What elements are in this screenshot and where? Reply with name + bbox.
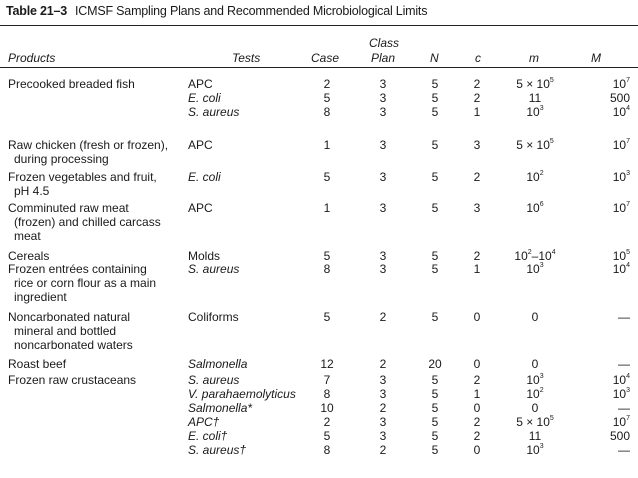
cell-class-plan: 2 <box>379 357 387 371</box>
m-exponent: 3 <box>539 262 544 269</box>
cell-test: Coliforms <box>188 310 239 324</box>
M-value: 10 <box>612 170 627 184</box>
M-value: 10 <box>612 77 627 91</box>
cell-class-plan: 3 <box>379 138 387 152</box>
cell-class-plan: 2 <box>379 310 387 324</box>
cell-n: 5 <box>431 373 439 387</box>
M-value: 10 <box>612 138 627 152</box>
cell-m <box>490 430 580 442</box>
table-number: Table 21–3 <box>6 4 68 18</box>
header-c: c <box>475 51 481 65</box>
m-value: 10 <box>526 105 540 119</box>
cell-M <box>570 263 630 275</box>
cell-n: 5 <box>431 77 439 91</box>
cell-case: 7 <box>323 373 331 387</box>
product-name-line: Cereals <box>8 249 50 263</box>
M-value: — <box>618 357 630 371</box>
cell-c: 0 <box>473 443 481 457</box>
header-plan: Plan <box>371 51 396 65</box>
cell-class-plan: 3 <box>379 415 387 429</box>
cell-M <box>570 139 630 151</box>
M-exponent: 4 <box>626 105 630 112</box>
cell-c: 2 <box>473 91 481 105</box>
header-class: Class <box>369 36 400 50</box>
cell-M <box>570 106 630 118</box>
product-name-line: meat <box>14 229 41 243</box>
cell-case: 1 <box>323 138 331 152</box>
m-range-upper: –10 <box>531 249 552 263</box>
cell-m <box>490 444 580 456</box>
cell-M <box>570 78 630 90</box>
cell-c: 3 <box>473 138 481 152</box>
M-value: 10 <box>612 105 627 119</box>
cell-M <box>570 92 630 104</box>
M-value: 10 <box>612 262 627 276</box>
cell-case: 5 <box>323 170 331 184</box>
product-name-line: during processing <box>14 152 109 166</box>
cell-case: 1 <box>323 201 331 215</box>
cell-M <box>570 250 630 262</box>
cell-M <box>570 171 630 183</box>
cell-m <box>490 374 580 386</box>
m-exponent: 3 <box>539 443 544 450</box>
m-value: 5 × 10 <box>516 138 550 152</box>
cell-M <box>570 358 630 370</box>
m-value: 0 <box>531 357 539 371</box>
m-value: 10 <box>526 262 540 276</box>
cell-c: 2 <box>473 415 481 429</box>
product-name-line: Noncarbonated natural <box>8 310 131 324</box>
cell-c: 2 <box>473 249 481 263</box>
cell-case: 8 <box>323 443 331 457</box>
m-exponent: 6 <box>539 201 544 208</box>
product-name-line: Comminuted raw meat <box>8 201 129 215</box>
m-value: 0 <box>531 401 539 415</box>
cell-test: E. coli† <box>188 429 228 443</box>
M-value: 10 <box>612 373 627 387</box>
cell-M <box>570 388 630 400</box>
cell-n: 5 <box>431 262 439 276</box>
cell-M <box>570 202 630 214</box>
cell-c: 0 <box>473 357 481 371</box>
M-value: 10 <box>612 249 627 263</box>
m-value: 11 <box>528 429 542 443</box>
cell-c: 2 <box>473 77 481 91</box>
cell-class-plan: 3 <box>379 262 387 276</box>
m-exponent: 5 <box>549 77 554 84</box>
cell-case: 5 <box>323 249 331 263</box>
cell-case: 8 <box>323 262 331 276</box>
cell-n: 5 <box>431 415 439 429</box>
header-rule <box>0 67 638 68</box>
cell-m <box>490 106 580 118</box>
cell-M <box>570 444 630 456</box>
m-exponent: 3 <box>539 105 544 112</box>
m-exponent: 2 <box>539 170 544 177</box>
cell-n: 5 <box>431 201 439 215</box>
M-value: 500 <box>609 91 630 105</box>
m-value: 5 × 10 <box>516 415 550 429</box>
table-caption: ICMSF Sampling Plans and Recommended Microbiological Limits <box>75 4 428 18</box>
cell-c: 1 <box>473 387 481 401</box>
cell-class-plan: 3 <box>379 387 387 401</box>
m-value: 5 × 10 <box>516 77 550 91</box>
cell-class-plan: 2 <box>379 443 387 457</box>
cell-case: 12 <box>320 357 334 371</box>
table-title <box>6 4 427 18</box>
cell-n: 5 <box>431 443 439 457</box>
product-name-line: pH 4.5 <box>14 184 50 198</box>
cell-c: 1 <box>473 105 481 119</box>
header-case: Case <box>311 51 340 65</box>
cell-n: 5 <box>431 310 439 324</box>
cell-class-plan: 3 <box>379 373 387 387</box>
cell-class-plan: 3 <box>379 201 387 215</box>
header-n: N <box>430 51 439 65</box>
product-name-line: (frozen) and chilled carcass <box>14 215 161 229</box>
cell-m <box>490 402 580 414</box>
M-exponent: 4 <box>626 262 630 269</box>
M-value: 10 <box>612 201 627 215</box>
cell-test: APC† <box>188 415 220 429</box>
product-name-line: Roast beef <box>8 357 67 371</box>
m-exponent-2: 4 <box>551 249 556 256</box>
product-name-line: ingredient <box>14 290 67 304</box>
m-exponent: 2 <box>527 249 532 256</box>
header-tests: Tests <box>232 51 261 65</box>
M-exponent: 7 <box>626 138 630 145</box>
cell-n: 20 <box>428 357 442 371</box>
product-name-line: Frozen entrées containing <box>8 262 147 276</box>
cell-c: 1 <box>473 262 481 276</box>
top-rule <box>0 25 638 26</box>
cell-test: S. aureus <box>188 262 240 276</box>
product-name-line: Frozen raw crustaceans <box>8 373 137 387</box>
cell-c: 0 <box>473 401 481 415</box>
M-exponent: 5 <box>626 249 630 256</box>
product-name-line: Precooked breaded fish <box>8 77 135 91</box>
cell-test: APC <box>188 201 213 215</box>
M-exponent: 7 <box>626 77 630 84</box>
cell-m <box>490 202 580 214</box>
m-exponent: 2 <box>539 387 544 394</box>
cell-c: 2 <box>473 170 481 184</box>
cell-case: 5 <box>323 91 331 105</box>
cell-class-plan: 3 <box>379 249 387 263</box>
cell-m <box>490 250 580 262</box>
cell-n: 5 <box>431 91 439 105</box>
cell-M <box>570 416 630 428</box>
product-name-line: Frozen vegetables and fruit, <box>8 170 157 184</box>
product-name-line: noncarbonated waters <box>14 338 133 352</box>
cell-case: 2 <box>323 77 331 91</box>
cell-c: 2 <box>473 373 481 387</box>
header-m-upper: M <box>591 51 601 65</box>
M-value: — <box>618 401 630 415</box>
M-exponent: 4 <box>626 373 630 380</box>
M-exponent: 3 <box>626 387 630 394</box>
cell-case: 5 <box>323 429 331 443</box>
cell-test: S. aureus† <box>188 443 247 457</box>
cell-test: Molds <box>188 249 221 263</box>
cell-m <box>490 92 580 104</box>
cell-class-plan: 3 <box>379 170 387 184</box>
m-exponent: 5 <box>549 415 554 422</box>
product-name-line: rice or corn flour as a main <box>14 276 157 290</box>
cell-case: 8 <box>323 387 331 401</box>
cell-case: 5 <box>323 310 331 324</box>
m-value: 0 <box>531 310 539 324</box>
cell-m <box>490 388 580 400</box>
m-value: 10 <box>526 443 540 457</box>
M-exponent: 7 <box>626 415 630 422</box>
cell-m <box>490 78 580 90</box>
cell-m <box>490 416 580 428</box>
cell-M <box>570 311 630 323</box>
product-name-line: mineral and bottled <box>14 324 117 338</box>
cell-case: 2 <box>323 415 331 429</box>
m-value: 10 <box>526 170 540 184</box>
cell-case: 8 <box>323 105 331 119</box>
m-exponent: 5 <box>549 138 554 145</box>
cell-class-plan: 3 <box>379 105 387 119</box>
M-value: — <box>618 443 630 457</box>
header-products: Products <box>8 51 56 65</box>
header-m-lower: m <box>529 51 539 65</box>
M-value: — <box>618 310 630 324</box>
cell-m <box>490 171 580 183</box>
m-value: 10 <box>526 373 540 387</box>
cell-test: V. parahaemolyticus <box>188 387 296 401</box>
m-value: 10 <box>526 387 540 401</box>
cell-test: S. aureus <box>188 105 240 119</box>
cell-n: 5 <box>431 105 439 119</box>
M-exponent: 3 <box>626 170 630 177</box>
cell-test: S. aureus <box>188 373 240 387</box>
cell-c: 2 <box>473 429 481 443</box>
cell-test: Salmonella <box>188 357 248 371</box>
M-exponent: 7 <box>626 201 630 208</box>
cell-class-plan: 3 <box>379 77 387 91</box>
cell-m <box>490 358 580 370</box>
cell-m <box>490 139 580 151</box>
cell-class-plan: 3 <box>379 91 387 105</box>
cell-case: 10 <box>320 401 334 415</box>
M-value: 500 <box>609 429 630 443</box>
cell-class-plan: 3 <box>379 429 387 443</box>
cell-n: 5 <box>431 401 439 415</box>
m-value: 10 <box>514 249 528 263</box>
cell-class-plan: 2 <box>379 401 387 415</box>
cell-n: 5 <box>431 249 439 263</box>
m-value: 10 <box>526 201 540 215</box>
cell-test: Salmonella* <box>188 401 253 415</box>
cell-c: 0 <box>473 310 481 324</box>
cell-test: E. coli <box>188 91 221 105</box>
product-name-line: Raw chicken (fresh or frozen), <box>8 138 169 152</box>
cell-test: E. coli <box>188 170 221 184</box>
cell-M <box>570 374 630 386</box>
m-exponent: 3 <box>539 373 544 380</box>
cell-M <box>570 430 630 442</box>
cell-test: APC <box>188 138 213 152</box>
cell-n: 5 <box>431 138 439 152</box>
M-value: 10 <box>612 387 627 401</box>
cell-n: 5 <box>431 429 439 443</box>
cell-m <box>490 263 580 275</box>
cell-M <box>570 402 630 414</box>
cell-n: 5 <box>431 170 439 184</box>
cell-test: APC <box>188 77 213 91</box>
cell-m <box>490 311 580 323</box>
cell-n: 5 <box>431 387 439 401</box>
M-value: 10 <box>612 415 627 429</box>
m-value: 11 <box>528 91 542 105</box>
cell-c: 3 <box>473 201 481 215</box>
